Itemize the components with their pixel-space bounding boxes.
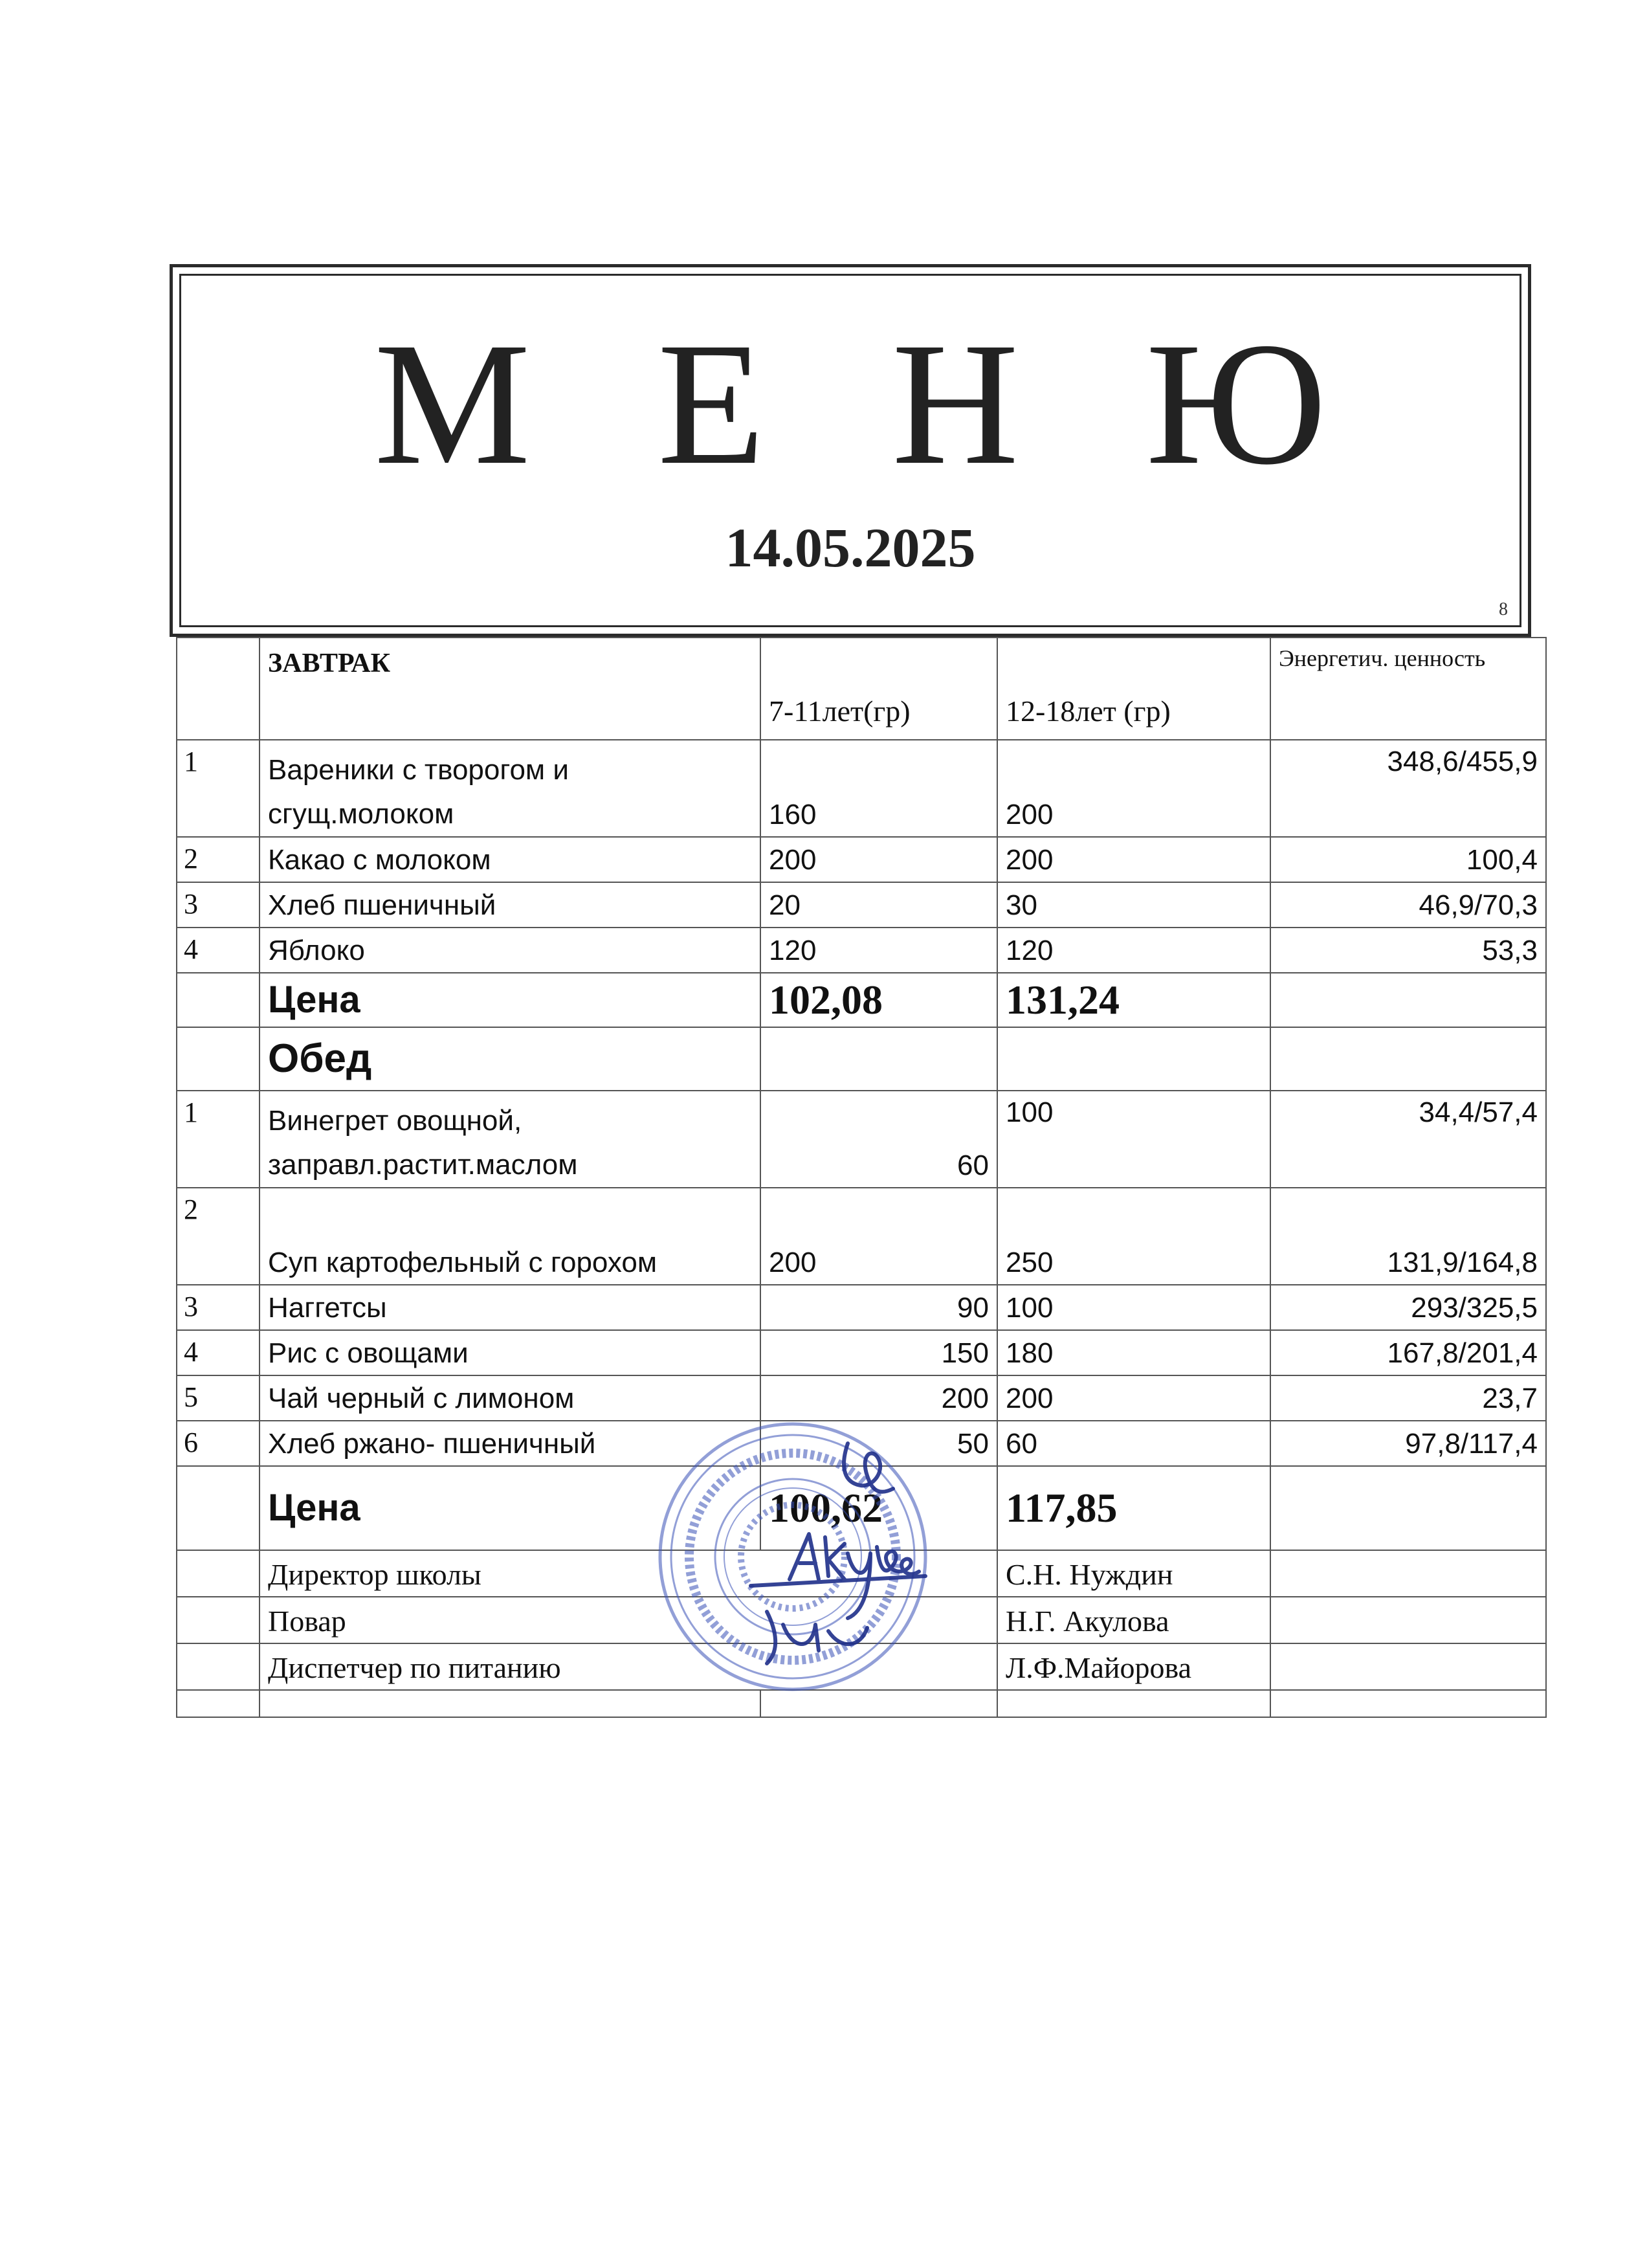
signature-role: Директор школы [260,1550,997,1597]
signature-role: Диспетчер по питанию [260,1643,997,1690]
item-number: 4 [177,1330,260,1375]
item-weight-old: 250 [997,1188,1270,1285]
breakfast-price-row [177,973,1546,1027]
price-num-cell [177,973,260,1027]
table-row [177,928,1546,973]
price-energy-cell [1270,973,1546,1027]
item-energy: 34,4/57,4 [1270,1091,1546,1188]
item-number: 6 [177,1421,260,1466]
item-weight-young: 120 [760,928,997,973]
header-num-cell [177,638,260,740]
price-energy-cell [1270,1466,1546,1550]
table-row [177,1330,1546,1375]
item-name: Какао с молоком [260,837,760,882]
item-number: 5 [177,1375,260,1421]
item-number: 3 [177,882,260,928]
item-weight-old: 30 [997,882,1270,928]
price-label: Цена [260,1466,760,1550]
lunch-heading-row [177,1027,1546,1091]
item-number: 1 [177,1091,260,1188]
item-energy: 131,9/164,8 [1270,1188,1546,1285]
price-num-cell [177,1466,260,1550]
table-row [177,882,1546,928]
item-number: 2 [177,1188,260,1285]
item-name: Хлеб пшеничный [260,882,760,928]
menu-header-box [170,264,1531,637]
item-name: Винегрет овощной, заправл.растит.маслом [260,1091,760,1188]
item-energy: 23,7 [1270,1375,1546,1421]
signature-name: Л.Ф.Майорова [997,1643,1270,1690]
item-energy: 293/325,5 [1270,1285,1546,1330]
item-weight-old: 200 [997,837,1270,882]
item-number: 2 [177,837,260,882]
item-weight-old: 180 [997,1330,1270,1375]
item-weight-old: 100 [997,1285,1270,1330]
item-weight-old: 60 [997,1421,1270,1466]
blank-cell [997,1690,1270,1717]
sig-empty-cell [1270,1550,1546,1597]
item-weight-young: 200 [760,837,997,882]
section-empty-cell [760,1027,997,1091]
item-weight-young: 200 [760,1188,997,1285]
item-name: Хлеб ржано- пшеничный [260,1421,760,1466]
item-energy: 97,8/117,4 [1270,1421,1546,1466]
item-energy: 167,8/201,4 [1270,1330,1546,1375]
section-num-cell [177,1027,260,1091]
column-header-age-7-11: 7-11лет(гр) [760,638,997,740]
table-row [177,1285,1546,1330]
sig-num-cell [177,1643,260,1690]
price-old: 131,24 [997,973,1270,1027]
blank-cell [177,1690,260,1717]
menu-header-inner-frame [179,274,1521,627]
item-weight-young: 60 [760,1091,997,1188]
column-header-age-12-18: 12-18лет (гр) [997,638,1270,740]
item-weight-old: 200 [997,1375,1270,1421]
item-number: 4 [177,928,260,973]
section-empty-cell [1270,1027,1546,1091]
item-weight-old: 120 [997,928,1270,973]
item-weight-old: 100 [997,1091,1270,1188]
blank-cell [1270,1690,1546,1717]
price-label: Цена [260,973,760,1027]
item-weight-old: 200 [997,740,1270,837]
item-number: 3 [177,1285,260,1330]
item-name: Рис с овощами [260,1330,760,1375]
sig-num-cell [177,1550,260,1597]
item-weight-young: 50 [760,1421,997,1466]
signature-name: С.Н. Нуждин [997,1550,1270,1597]
item-name: Наггетсы [260,1285,760,1330]
item-weight-young: 160 [760,740,997,837]
item-energy: 100,4 [1270,837,1546,882]
sig-empty-cell [1270,1643,1546,1690]
section-empty-cell [997,1027,1270,1091]
table-header-row [177,638,1546,740]
column-header-energy: Энергетич. ценность [1270,638,1546,740]
table-row [177,837,1546,882]
item-weight-young: 150 [760,1330,997,1375]
signature-name: Н.Г. Акулова [997,1597,1270,1643]
price-young: 102,08 [760,973,997,1027]
table-row [177,740,1546,837]
item-number: 1 [177,740,260,837]
price-young: 100,62 [760,1466,997,1550]
menu-date: 14.05.2025 [725,517,976,579]
lunch-heading: Обед [260,1027,760,1091]
item-name: Вареники с творогом и сгущ.молоком [260,740,760,837]
item-energy: 348,6/455,9 [1270,740,1546,837]
breakfast-heading: ЗАВТРАК [260,638,760,740]
price-old: 117,85 [997,1466,1270,1550]
page-number: 8 [1499,599,1508,619]
sig-empty-cell [1270,1597,1546,1643]
item-energy: 53,3 [1270,928,1546,973]
table-row [177,1091,1546,1188]
item-energy: 46,9/70,3 [1270,882,1546,928]
table-row [177,1188,1546,1285]
sig-num-cell [177,1597,260,1643]
item-name: Суп картофельный с горохом [260,1188,760,1285]
item-weight-young: 90 [760,1285,997,1330]
menu-title: М Е Н Ю [374,306,1368,501]
item-name: Яблоко [260,928,760,973]
item-weight-young: 200 [760,1375,997,1421]
item-name: Чай черный с лимоном [260,1375,760,1421]
table-row [177,1375,1546,1421]
official-stamp-icon [654,1418,932,1696]
signature-role: Повар [260,1597,997,1643]
item-weight-young: 20 [760,882,997,928]
